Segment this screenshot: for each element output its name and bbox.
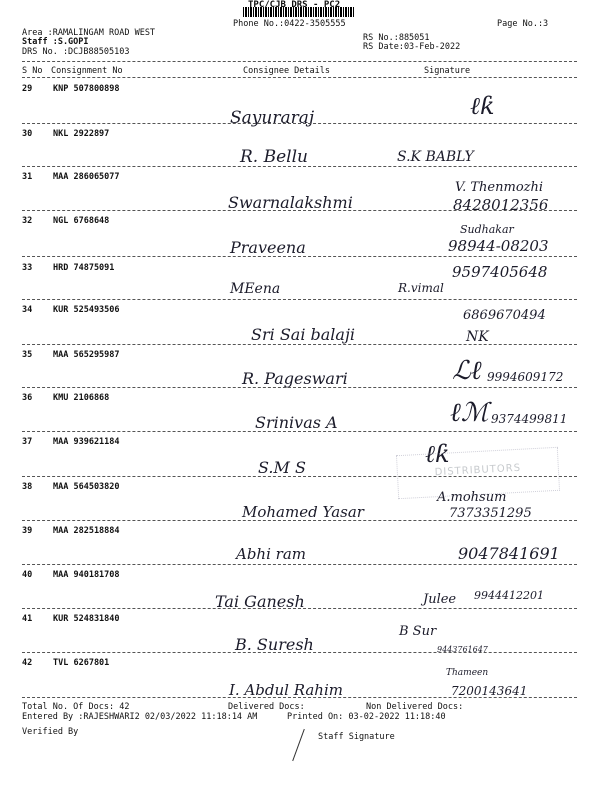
row-consignment-no: MAA 940181708 (53, 570, 120, 580)
row-sno: 32 (22, 216, 33, 226)
printed-on: Printed On: 03-02-2022 11:18:40 (287, 712, 446, 722)
rs-number: RS No.:885051 (363, 33, 430, 43)
row-consignment-no: MAA 282518884 (53, 526, 120, 536)
delivered-docs: Delivered Docs: (228, 702, 305, 712)
header-divider-top (22, 61, 577, 62)
phone-handwriting: 9374499811 (491, 412, 568, 426)
total-docs: Total No. Of Docs: 42 (22, 702, 130, 712)
drs-number: DRS No. :DCJB88505103 (22, 47, 130, 57)
phone-handwriting: 98944-08203 (448, 237, 549, 255)
consignee-handwriting: S.M S (258, 458, 306, 477)
consignee-handwriting: R. Pageswari (242, 369, 348, 388)
row-divider (22, 387, 577, 388)
phone-handwriting: 8428012356 (453, 196, 549, 214)
row-sno: 35 (22, 350, 33, 360)
phone-handwriting: 9047841691 (458, 544, 560, 563)
signature-handwriting: NK (466, 329, 489, 345)
phone-handwriting: 9443761647 (437, 645, 488, 654)
signature-handwriting: R.vimal (398, 281, 444, 295)
consignee-handwriting: Srinivas A (255, 413, 338, 432)
consignee-handwriting: Sayuraraj (230, 108, 315, 128)
consignee-handwriting: R. Bellu (240, 147, 308, 167)
consignee-handwriting: MEena (230, 281, 281, 297)
col-consignment-header: Consignment No (51, 66, 123, 76)
phone-handwriting: 7373351295 (449, 506, 532, 521)
non-delivered-docs: Non Delivered Docs: (366, 702, 464, 712)
col-consignee-header: Consignee Details (243, 66, 330, 76)
consignee-handwriting: B. Suresh (235, 635, 314, 654)
row-consignment-no: MAA 565295987 (53, 350, 120, 360)
row-sno: 36 (22, 393, 33, 403)
col-sno-header: S No (22, 66, 43, 76)
row-sno: 34 (22, 305, 33, 315)
consignee-handwriting: Sri Sai balaji (251, 325, 356, 344)
signature-handwriting: Thameen (446, 668, 489, 678)
row-divider (22, 652, 577, 653)
signature-scribble: ℒℓ (452, 356, 482, 386)
stamp-text: DISTRIBUTORS (434, 462, 522, 479)
consignee-handwriting: Mohamed Yasar (242, 503, 364, 521)
row-consignment-no: MAA 564503820 (53, 482, 120, 492)
document-title: TPC/CJB DRS - PC2 (248, 0, 341, 10)
row-sno: 37 (22, 437, 33, 447)
phone-handwriting: 7200143641 (451, 684, 528, 698)
row-sno: 41 (22, 614, 33, 624)
row-divider (22, 697, 577, 698)
row-divider (22, 210, 577, 211)
row-consignment-no: NGL 6768648 (53, 216, 110, 226)
row-divider (22, 344, 577, 345)
phone-handwriting: 9597405648 (452, 263, 548, 281)
signature-scribble: ℓℳ (450, 398, 489, 428)
row-divider (22, 299, 577, 300)
row-consignment-no: KMU 2106868 (53, 393, 110, 403)
row-divider (22, 166, 577, 167)
entered-by: Entered By :RAJESHWARI2 02/03/2022 11:18:14 AM (22, 712, 258, 722)
row-consignment-no: MAA 939621184 (53, 437, 120, 447)
row-divider (22, 123, 577, 124)
header-divider-bottom (22, 77, 577, 78)
consignee-handwriting: Praveena (230, 238, 306, 257)
page-number: Page No.:3 (497, 19, 549, 29)
row-consignment-no: MAA 286065077 (53, 172, 120, 182)
row-consignment-no: TVL 6267801 (53, 658, 110, 668)
signature-handwriting: B Sur (399, 624, 437, 639)
row-sno: 40 (22, 570, 33, 580)
row-divider (22, 564, 577, 565)
signature-handwriting: V. Thenmozhi (455, 180, 544, 195)
row-divider (22, 431, 577, 432)
row-consignment-no: KUR 524831840 (53, 614, 120, 624)
phone-handwriting: 9944412201 (474, 589, 544, 602)
row-sno: 33 (22, 263, 33, 273)
consignee-handwriting: I. Abdul Rahim (229, 681, 343, 699)
signature-scribble: ℓƙ (470, 92, 495, 120)
row-consignment-no: KUR 525493506 (53, 305, 120, 315)
row-divider (22, 476, 577, 477)
row-consignment-no: HRD 74875091 (53, 263, 115, 273)
row-sno: 38 (22, 482, 33, 492)
signature-handwriting: Sudhakar (460, 223, 514, 236)
row-consignment-no: NKL 2922897 (53, 129, 110, 139)
row-sno: 30 (22, 129, 33, 139)
signature-handwriting: Julee (423, 592, 457, 607)
signature-handwriting: A.mohsum (437, 490, 507, 505)
consignee-handwriting: Swarnalakshmi (228, 193, 353, 212)
consignee-handwriting: Tai Ganesh (215, 592, 305, 611)
row-divider (22, 520, 577, 521)
phone-number: Phone No.:0422-3505555 (233, 19, 346, 29)
signature-handwriting: S.K BABLY (397, 149, 474, 165)
row-sno: 29 (22, 84, 33, 94)
row-sno: 31 (22, 172, 33, 182)
verified-by: Verified By (22, 727, 79, 737)
row-consignment-no: KNP 507800898 (53, 84, 120, 94)
staff-signature-label: Staff Signature (318, 732, 395, 742)
row-divider (22, 256, 577, 257)
signature-scribble: ℓƙ (425, 440, 450, 468)
row-sno: 39 (22, 526, 33, 536)
row-divider (22, 608, 577, 609)
rs-date: RS Date:03-Feb-2022 (363, 42, 461, 52)
signature-stroke (292, 729, 305, 761)
staff-label: Staff :S.GOPI (22, 37, 89, 47)
consignee-handwriting: Abhi ram (236, 545, 306, 563)
phone-handwriting: 6869670494 (463, 308, 546, 323)
col-signature-header: Signature (424, 66, 471, 76)
phone-handwriting: 9994609172 (487, 370, 564, 384)
area-label: Area :RAMALINGAM ROAD WEST (22, 28, 156, 38)
row-sno: 42 (22, 658, 33, 668)
